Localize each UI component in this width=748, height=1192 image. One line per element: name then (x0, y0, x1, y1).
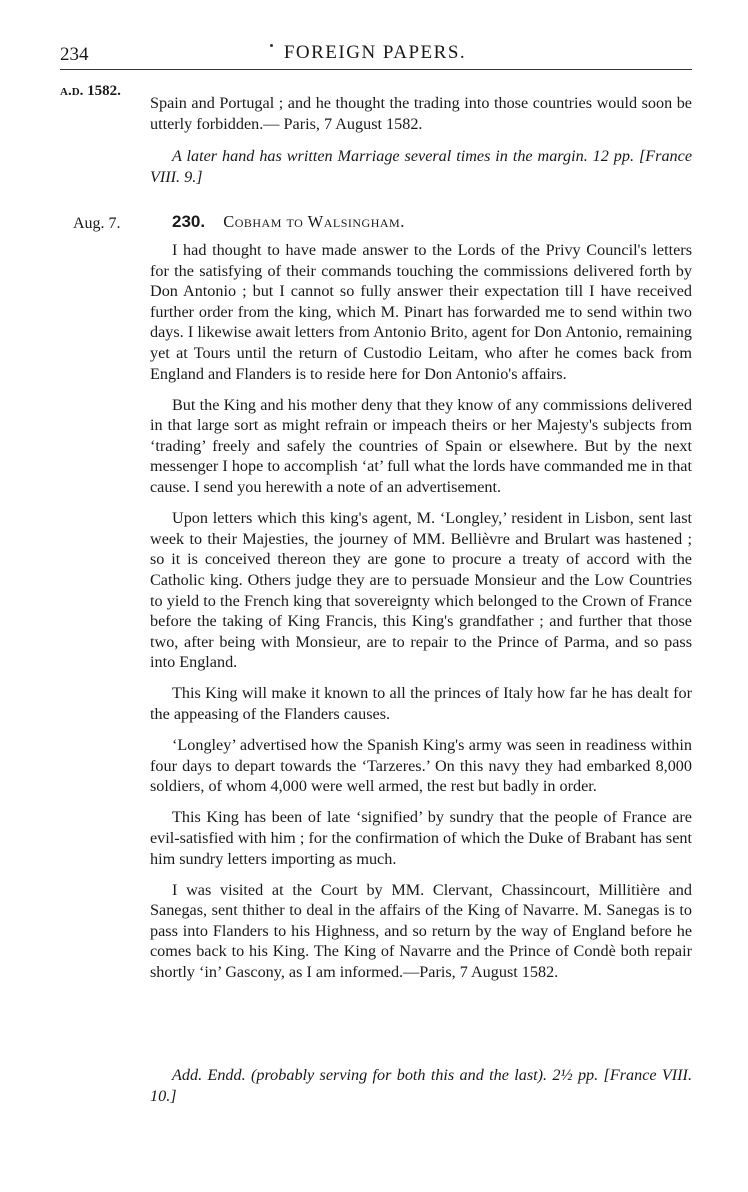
paragraph: This King will make it known to all the princes of Italy how far he has dealt for the appeasing of the Flanders causes. (150, 684, 692, 723)
ink-dot (270, 44, 273, 47)
entry-body (150, 240, 692, 993)
page-header (60, 42, 690, 66)
paragraph: ‘Longley’ advertised how the Spanish King's army was seen in readiness within four days to depart towards the ‘Tarzeres.’ On this navy they had embarked 8,000 soldiers, of whom 4,000 were well armed, the rest but badly in order. (150, 736, 692, 796)
margin-entry-date: Aug. 7. (73, 215, 121, 232)
paragraph: But the King and his mother deny that they know of any commissions delivered in that large sort as might refrain or impeach theirs or her Majesty's subjects from ‘trading’ freely and safely the countries of Spain or elsewhere. But by the next messenger I hope to accomplish ‘at’ full what the lords have commanded me in that cause. I send you herewith a note of an advertisement. (150, 395, 692, 497)
note-text: A later hand has written Marriage several times in the margin. 12 pp. [France VIII. 9.] (150, 147, 692, 186)
running-title: FOREIGN PAPERS. (283, 42, 467, 63)
paragraph: Upon letters which this king's agent, M. ‘Longley,’ resident in Lisbon, sent last week to their Majesties, the journey of MM. Bellièvre and Brulart was hastened ; so it is conceived thereon they are gone to procure a treaty of accord with the Catholic king. Others judge they are to persuade Monsieur and the Low Countries to yield to the French king that sovereignty which belonged to the Crown of France before the taking of King Francis, this King's grandfather ; and further that those two, after being with Monsieur, are to repair to the Prince of Parma, and so pass into England. (150, 509, 692, 672)
margin-year: a.d. 1582. (60, 83, 121, 99)
continuation-text: Spain and Portugal ; and he thought the trading into those countries would soon be utterly forbidden.— Paris, 7 August 1582. (150, 94, 692, 133)
previous-entry-note (150, 146, 692, 187)
entry-title: Cobham to Walsingham. (223, 212, 405, 231)
paragraph: I had thought to have made answer to the Lords of the Privy Council's letters for the satisfying of their commands touching the commissions delivered forth by Don Antonio ; but I cannot so fully answer their expectation till I have received further order from the king, which M. Pinart has forwarded me to send within two days. I likewise await letters from Antonio Brito, agent for Don Antonio, remaining yet at Tours until the return of Custodio Leitam, who after he comes back from England and Flanders is to reside here for Don Antonio's affairs. (150, 241, 692, 383)
paragraph: This King has been of late ‘signified’ by sundry that the people of France are evil-satisfied with him ; for the confirmation of which the Duke of Brabant has sent him sundry letters importing as much. (150, 808, 692, 868)
continuation-paragraph (150, 93, 692, 134)
paragraph: I was visited at the Court by MM. Clervant, Chassincourt, Millitière and Sanegas, sent thither to deal in the affairs of the King of Navarre. M. Sanegas is to pass into Flanders to his Highness, and so return by the way of England before he comes back to his King. The King of Navarre and the Prince of Condè both repair shortly ‘in’ Gascony, as I am informed.—Paris, 7 August 1582. (150, 880, 692, 981)
entry-heading (172, 212, 405, 232)
header-rule (60, 69, 692, 70)
entry-number: 230. (172, 212, 206, 231)
endorsement-note (150, 1065, 692, 1106)
page-number: 234 (60, 44, 89, 65)
endorsement-text: Add. Endd. (probably serving for both this and the last). 2½ pp. [France VIII. 10.] (150, 1066, 692, 1105)
